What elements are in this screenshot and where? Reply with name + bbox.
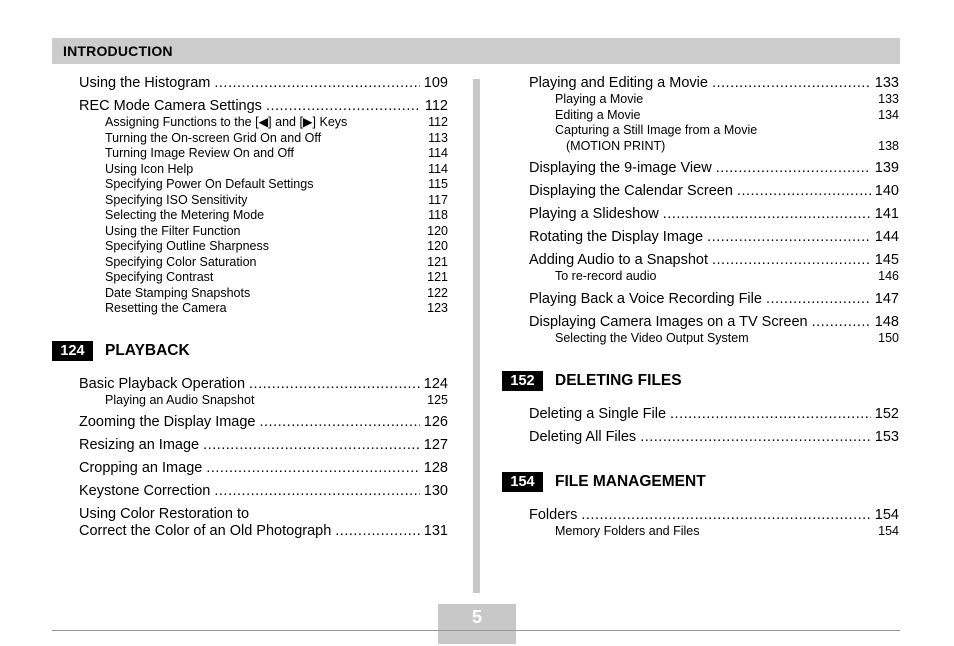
toc-subentry[interactable] [529,108,899,124]
toc-entry[interactable] [79,98,448,317]
toc-entry-title: Correct the Color of an Old Photograph [79,523,332,539]
toc-subentry[interactable] [79,239,448,255]
toc-entry-title: Playing a Slideshow [529,206,659,222]
page-section-title: INTRODUCTION [63,43,173,59]
toc-subentry-page: 146 [878,269,899,283]
toc-subentry-title: Selecting the Metering Mode [105,208,265,222]
dot-leader [712,252,871,269]
toc-entry-page: 140 [874,183,899,199]
toc-entry-page: 145 [874,252,899,268]
toc-entry[interactable] [529,206,899,223]
toc-entry[interactable] [79,460,448,477]
toc-entry-page: 153 [874,429,899,445]
toc-subentry[interactable] [79,393,448,409]
page-number-tab [438,604,516,644]
toc-subentry[interactable] [79,146,448,162]
toc-entry-title: Resizing an Image [79,437,200,453]
toc-entry[interactable] [79,483,448,500]
toc-subentry-title: Specifying Outline Sharpness [105,239,269,253]
toc-entry[interactable] [529,314,899,347]
toc-entry-title: Keystone Correction [79,483,211,499]
toc-subentry-page: 134 [878,107,899,122]
toc-entry-title: REC Mode Camera Settings [79,98,262,114]
dot-leader [249,376,420,393]
toc-entry[interactable] [529,429,899,446]
toc-subentry-page: 121 [427,254,448,269]
toc-subentry[interactable] [79,301,448,317]
toc-subentry-page: 117 [428,192,448,207]
toc-subentry-page: 118 [428,208,448,222]
toc-subentry-page: 112 [428,115,448,129]
toc-subentry-title: Capturing a Still Image from a Movie [555,123,758,137]
dot-leader [203,437,420,454]
dot-leader [663,206,871,223]
toc-entry-page: 124 [423,375,448,392]
toc-subentry-title: Specifying Color Saturation [105,254,257,269]
section-page-badge: 152 [502,371,543,391]
toc-entry[interactable] [529,252,899,285]
toc-subentry-continued[interactable] [529,139,899,155]
toc-entry-title: Playing and Editing a Movie [529,75,708,91]
toc-entry-page: 148 [874,313,899,330]
toc-subentry[interactable] [529,524,899,540]
toc-subentry[interactable] [79,193,448,209]
toc-entry-title: Basic Playback Operation [79,375,246,392]
toc-entry[interactable] [79,75,448,92]
toc-entry-title: Zooming the Display Image [79,414,256,430]
toc-entry-page: 152 [874,406,899,422]
toc-entry-title: Displaying the 9-image View [529,160,712,176]
toc-subentry-page: 115 [428,177,448,191]
toc-subentry-title: Resetting the Camera [105,301,227,315]
dot-leader [266,98,420,115]
dot-leader [716,160,871,177]
section-page-badge: 124 [52,341,93,361]
toc-subentry-title-cont: (MOTION PRINT) [566,138,666,153]
toc-entry-title: Deleting a Single File [529,406,667,422]
toc-entry-page: 141 [874,206,899,222]
section-page-badge: 154 [502,472,543,492]
toc-subentry[interactable] [79,131,448,147]
toc-subentry-page: 154 [878,524,899,538]
section-heading-deleting-files[interactable] [502,371,899,391]
dot-leader [707,229,871,246]
dot-leader [766,291,871,308]
toc-subentry[interactable] [529,123,899,139]
toc-subentry-title: Memory Folders and Files [555,524,700,538]
toc-subentry-page: 138 [878,138,899,153]
toc-entry-title: Playing Back a Voice Recording File [529,290,762,307]
dot-leader [812,314,871,331]
toc-entry-title: Displaying the Calendar Screen [529,183,733,199]
toc-subentry[interactable] [529,269,899,285]
dot-leader [335,523,420,540]
toc-subentry-page: 125 [427,392,448,407]
toc-right-column [510,75,899,540]
toc-subentry[interactable] [79,270,448,286]
toc-entry-page: 154 [874,507,899,523]
toc-entry-title: Using the Histogram [79,75,211,91]
toc-subentry-title: Turning the On-screen Grid On and Off [105,130,322,145]
section-title: FILE MANAGEMENT [555,473,706,490]
toc-entry[interactable] [79,414,448,431]
toc-subentry-page: 150 [878,330,899,345]
toc-subentry-page: 120 [427,239,448,253]
toc-subentry-title: Selecting the Video Output System [555,330,749,345]
toc-entry-page: 131 [423,523,448,539]
toc-left-column [60,75,448,540]
section-heading-playback[interactable] [52,341,448,361]
toc-entry-title-line1: Using Color Restoration to [79,506,250,522]
toc-entry-title: Deleting All Files [529,429,637,445]
toc-entry[interactable] [529,160,899,177]
toc-entry[interactable] [529,229,899,246]
dot-leader [712,75,871,92]
dot-leader [260,414,420,431]
toc-entry-title: Folders [529,507,578,523]
toc-subentry-page: 122 [427,285,448,300]
toc-subentry[interactable] [529,331,899,347]
toc-subentry[interactable] [79,177,448,193]
toc-subentry-title: Specifying Contrast [105,270,214,284]
toc-subentry-page: 121 [427,270,448,284]
toc-entry-page: 139 [874,160,899,176]
toc-entry[interactable] [79,376,448,409]
section-heading-file-management[interactable] [502,472,899,492]
toc-subentry-title: Using the Filter Function [105,223,241,238]
toc-subentry-page: 114 [428,146,448,160]
toc-subentry-title: Assigning Functions to the [◀] and [▶] Keys [105,115,348,129]
toc-entry[interactable] [529,507,899,540]
toc-subentry-page: 114 [428,161,448,176]
toc-entry[interactable] [529,75,899,154]
header-bar [52,38,900,64]
toc-entry[interactable] [529,406,899,423]
toc-entry[interactable] [529,183,899,200]
toc-entry-title: Adding Audio to a Snapshot [529,252,708,268]
toc-subentry[interactable] [79,224,448,240]
toc-subentry[interactable] [79,115,448,131]
dot-leader [640,429,871,446]
toc-subentry[interactable] [79,286,448,302]
toc-entry-page: 144 [874,229,899,245]
toc-subentry-page: 123 [427,301,448,315]
toc-subentry-page: 120 [427,223,448,238]
toc-entry-page: 133 [874,75,899,91]
dot-leader [581,507,870,524]
toc-subentry-title: Playing an Audio Snapshot [105,392,255,407]
toc-subentry[interactable] [79,255,448,271]
toc-entry-page: 127 [423,437,448,453]
toc-entry[interactable] [529,291,899,308]
toc-subentry[interactable] [79,162,448,178]
column-divider [473,79,480,593]
dot-leader [214,483,419,500]
toc-entry-page: 147 [874,290,899,307]
toc-subentry[interactable] [79,208,448,224]
toc-subentry-page: 113 [428,130,448,145]
toc-subentry-title: Using Icon Help [105,161,194,176]
section-title: DELETING FILES [555,372,682,389]
dot-leader [737,183,871,200]
section-title: PLAYBACK [105,341,190,359]
dot-leader [206,460,419,477]
toc-entry-title: Cropping an Image [79,460,203,476]
toc-subentry-title: Specifying ISO Sensitivity [105,192,248,207]
dot-leader [670,406,871,423]
toc-subentry-title: Turning Image Review On and Off [105,146,294,160]
toc-entry-page: 128 [423,460,448,476]
toc-entry-title: Rotating the Display Image [529,229,704,245]
toc-entry-page: 130 [423,483,448,499]
toc-subentry-title: Editing a Movie [555,107,641,122]
toc-entry-page: 112 [424,98,448,114]
toc-entry[interactable] [79,437,448,454]
toc-subentry-page: 133 [878,92,899,106]
toc-subentry-title: Date Stamping Snapshots [105,285,251,300]
dot-leader [214,75,419,92]
toc-entry[interactable] [79,506,448,540]
toc-subentry-title: Playing a Movie [555,92,644,106]
toc-subentry[interactable] [529,92,899,108]
toc-entry-page: 109 [423,75,448,91]
page-number: 5 [471,607,482,627]
toc-entry-title: Displaying Camera Images on a TV Screen [529,313,808,330]
toc-entry-page: 126 [423,414,448,430]
toc-subentry-title: To re-record audio [555,269,657,283]
toc-subentry-title: Specifying Power On Default Settings [105,177,314,191]
